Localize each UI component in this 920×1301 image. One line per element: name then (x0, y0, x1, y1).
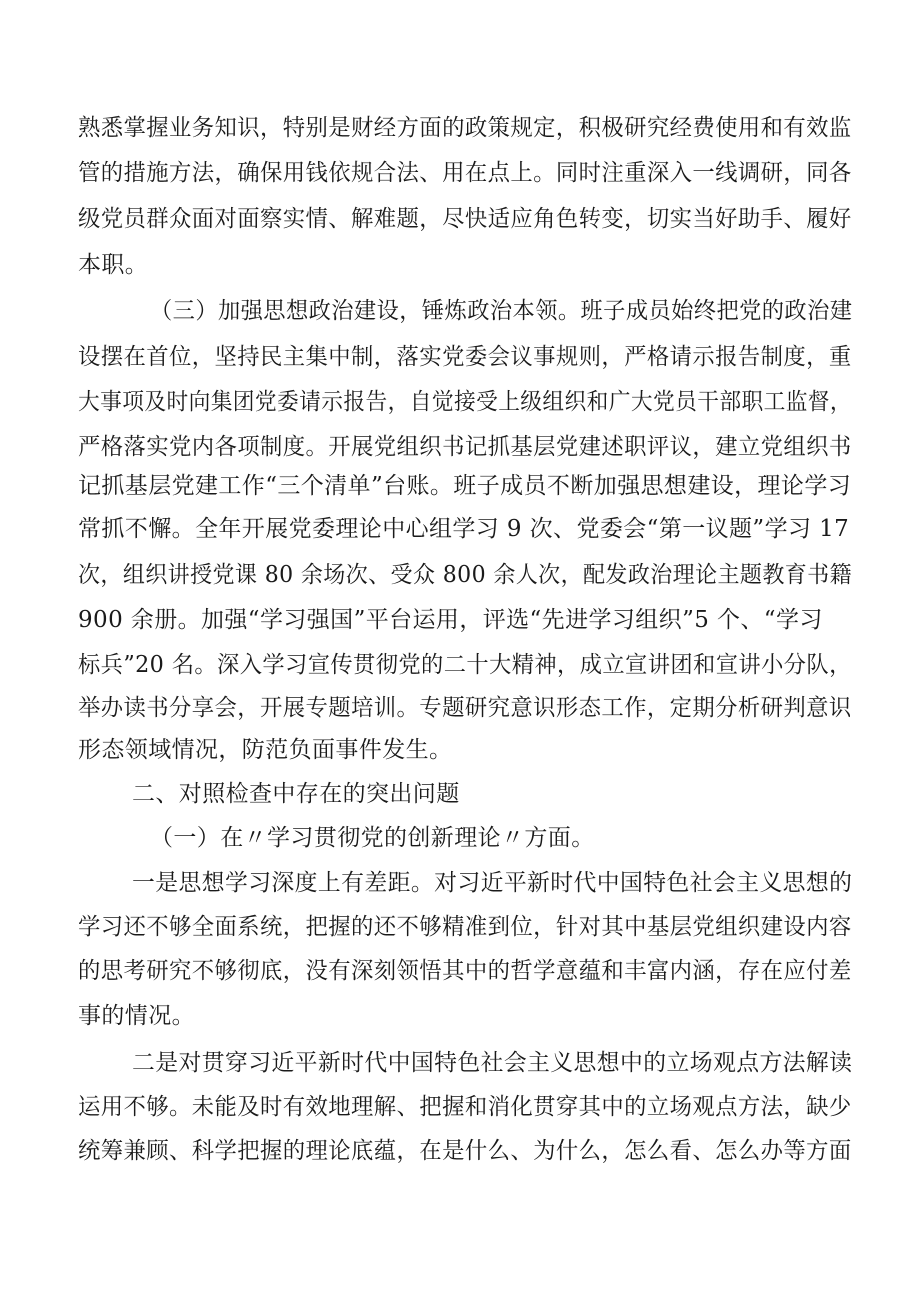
text-line: 形态领域情况，防范负面事件发生。 (78, 737, 453, 763)
text-line: 本职。 (78, 252, 149, 278)
text-line: 大事项及时向集团党委请示报告，自觉接受上级组织和广大党员干部职工监督， (78, 389, 853, 415)
text-line: 熟悉掌握业务知识，特别是财经方面的政策规定，积极研究经费使用和有效监 (78, 115, 852, 141)
text-line: 事的情况。 (78, 1003, 195, 1029)
section-heading: （三）加强思想政治建设，锤炼政治本领。班子成员始终把党的政治建 (150, 298, 853, 324)
text-line: 统筹兼顾、科学把握的理论底蕴，在是什么、为什么，怎么看、怎么办等方面 (78, 1138, 852, 1164)
text-line: 记抓基层党建工作“三个清单”台账。班子成员不断加强思想建设，理论学习 (78, 473, 852, 499)
text-line: 运用不够。未能及时有效地理解、把握和消化贯穿其中的立场观点方法，缺少 (78, 1094, 852, 1120)
text-line: 标兵”20 名。深入学习宣传贯彻党的二十大精神，成立宣讲团和宣讲小分队， (78, 652, 852, 678)
text-line: 常抓不懈。全年开展党委理论中心组学习 9 次、党委会“第一议题”学习 17 (78, 516, 850, 542)
subsection-heading: （一）在〃学习贯彻党的创新理论〃方面。 (150, 825, 595, 851)
text-line: 的思考研究不够彻底，没有深刻领悟其中的哲学意蕴和丰富内涵，存在应付差 (78, 958, 852, 984)
text-line: 举办读书分享会，开展专题培训。专题研究意识形态工作，定期分析研判意识 (78, 695, 852, 721)
text-line: 学习还不够全面系统，把握的还不够精准到位，针对其中基层党组织建设内容 (78, 914, 852, 940)
text-line: 二是对贯穿习近平新时代中国特色社会主义思想中的立场观点方法解读 (132, 1050, 853, 1076)
text-line: 次，组织讲授党课 80 余场次、受众 800 余人次，配发政治理论主题教育书籍 (78, 562, 852, 588)
text-line: 设摆在首位，坚持民主集中制，落实党委会议事规则，严格请示报告制度，重 (78, 344, 852, 370)
section-heading: 二、对照检查中存在的突出问题 (132, 781, 460, 807)
text-line: 管的措施方法，确保用钱依规合法、用在点上。同时注重深入一线调研，同各 (78, 160, 852, 186)
text-line: 900 余册。加强“学习强国”平台运用，评选“先进学习组织”5 个、“学习 (78, 607, 823, 633)
text-line: 一是思想学习深度上有差距。对习近平新时代中国特色社会主义思想的 (132, 870, 853, 896)
text-line: 严格落实党内各项制度。开展党组织书记抓基层党建述职评议，建立党组织书 (78, 434, 852, 460)
text-line: 级党员群众面对面察实情、解难题，尽快适应角色转变，切实当好助手、履好 (78, 206, 852, 232)
